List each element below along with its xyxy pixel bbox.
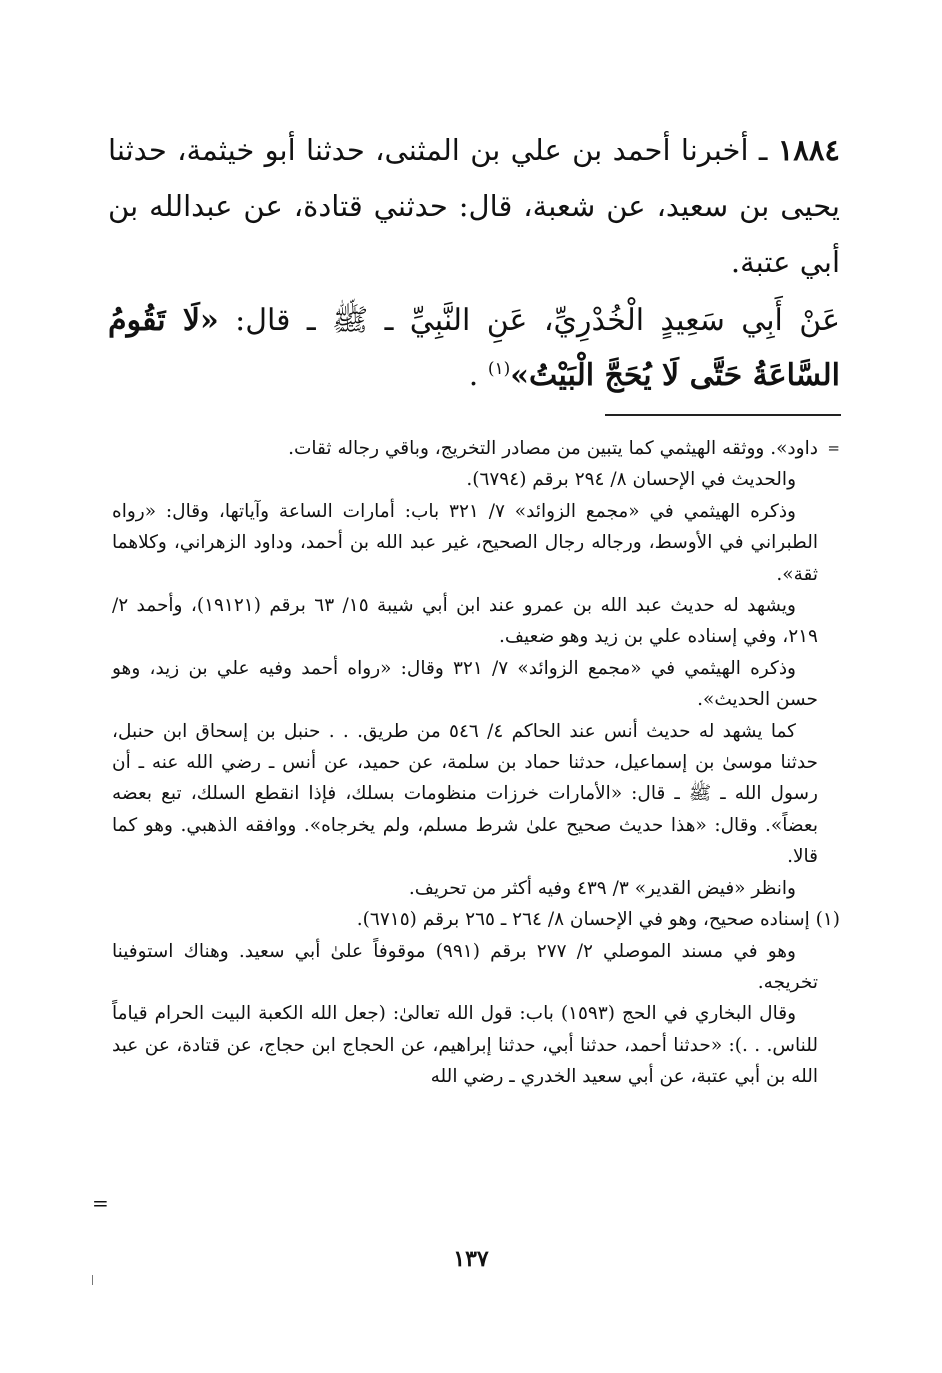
footnote-number: (١) xyxy=(815,909,840,931)
footnote-paragraph: وذكره الهيثمي في «مجمع الزوائد» ٧/ ٣٢١ باب: أمارات الساعة وآياتها، وقال: «رواه الطبراني في الأوسط، ورجاله رجال الصحيح، غير عبد الله بن أحمد، وداود الزهراني، وكلاهما ثقة». xyxy=(112,500,818,585)
footnote-paragraph: وهو في مسند الموصلي ٢/ ٢٧٧ برقم (٩٩١) موقوفاً علىٰ أبي سعيد. وهناك استوفينا تخريجه. xyxy=(112,940,818,993)
footnote-paragraph: والحديث في الإحسان ٨/ ٢٩٤ برقم (٦٧٩٤). xyxy=(466,469,796,491)
hadith-paragraph xyxy=(108,122,840,290)
footnote-paragraph: وانظر «فيض القدير» ٣/ ٤٣٩ وفيه أكثر من تحريف. xyxy=(408,877,796,899)
footnote-divider xyxy=(605,414,841,416)
continuation-out-marker: = xyxy=(92,1191,109,1215)
matn-end: . xyxy=(468,358,488,393)
footnote-text: إسناده صحيح، وهو في الإحسان ٨/ ٢٦٤ ـ ٢٦٥ برقم (٦٧١٥). xyxy=(356,909,816,931)
hadith-matn xyxy=(108,293,840,403)
footnote-paragraph xyxy=(112,433,840,464)
footnote-1 xyxy=(112,904,840,935)
footnote-reference: (١) xyxy=(487,359,511,379)
footnotes xyxy=(112,433,840,1093)
footnote-paragraph: وقال البخاري في الحج (١٥٩٣) باب: قول الله تعالىٰ: (جعل الله الكعبة البيت الحرام قياماً للناس. . .): «حدثنا أحمد، حدثنا أبي، حدثنا إبراهيم، عن الحجاج ابن حجاج، عن قتادة، عن عبد الله بن أبي عتبة، عن أبي سعيد الخدري ـ رضي الله xyxy=(112,1003,818,1088)
matn-quote: «لَا تَقُومُ السَّاعَةُ حَتَّى لَا يُحَجَّ الْبَيْتُ» xyxy=(108,303,840,393)
footnote-paragraph: ويشهد له حديث عبد الله بن عمرو عند ابن أبي شيبة ١٥/ ٦٣ برقم (١٩١٢١)، وأحمد ٢/ ٢١٩، وفي إسناده علي بن زيد وهو ضعيف. xyxy=(112,595,818,648)
continuation-in-marker: = xyxy=(827,439,840,457)
scan-edge-mark xyxy=(92,1275,93,1285)
main-text xyxy=(108,122,840,403)
matn-intro: عَنْ أَبِي سَعِيدٍ الْخُدْرِيِّ، عَنِ النَّبِيِّ ـ ﷺ ـ قال: xyxy=(218,303,840,338)
hadith-isnad: ـ أخبرنا أحمد بن علي بن المثنى، حدثنا أبو خيثمة، حدثنا يحيى بن سعيد، عن شعبة، قال: حدثني قتادة، عن عبدالله بن أبي عتبة. xyxy=(108,133,840,279)
footnote-paragraph: وذكره الهيثمي في «مجمع الزوائد» ٧/ ٣٢١ وقال: «رواه أحمد وفيه علي بن زيد، وهو حسن الحديث». xyxy=(112,657,818,711)
footnote-text: داود». ووثقه الهيثمي كما يتبين من مصادر التخريج، وباقي رجاله ثقات. xyxy=(288,438,818,459)
page-number: ١٣٧ xyxy=(453,1246,489,1272)
footnote-paragraph: كما يشهد له حديث أنس عند الحاكم ٤/ ٥٤٦ من طريق. . . حنبل بن إسحاق ابن حنبل، حدثنا موسىٰ بن إسماعيل، حدثنا حماد بن سلمة، عن حميد، عن أنس ـ رضي الله عنه ـ أن رسول الله ـ ﷺ ـ قال: «الأمارات خرزات منظومات بسلك، فإذا انقطع السلك، تبع بعضه بعضاً». وقال: «هذا حديث صحيح علىٰ شرط مسلم، ولم يخرجاه». ووافقه الذهبي. وهو كما قالا. xyxy=(112,720,818,868)
hadith-number: ١٨٨٤ xyxy=(777,133,841,167)
